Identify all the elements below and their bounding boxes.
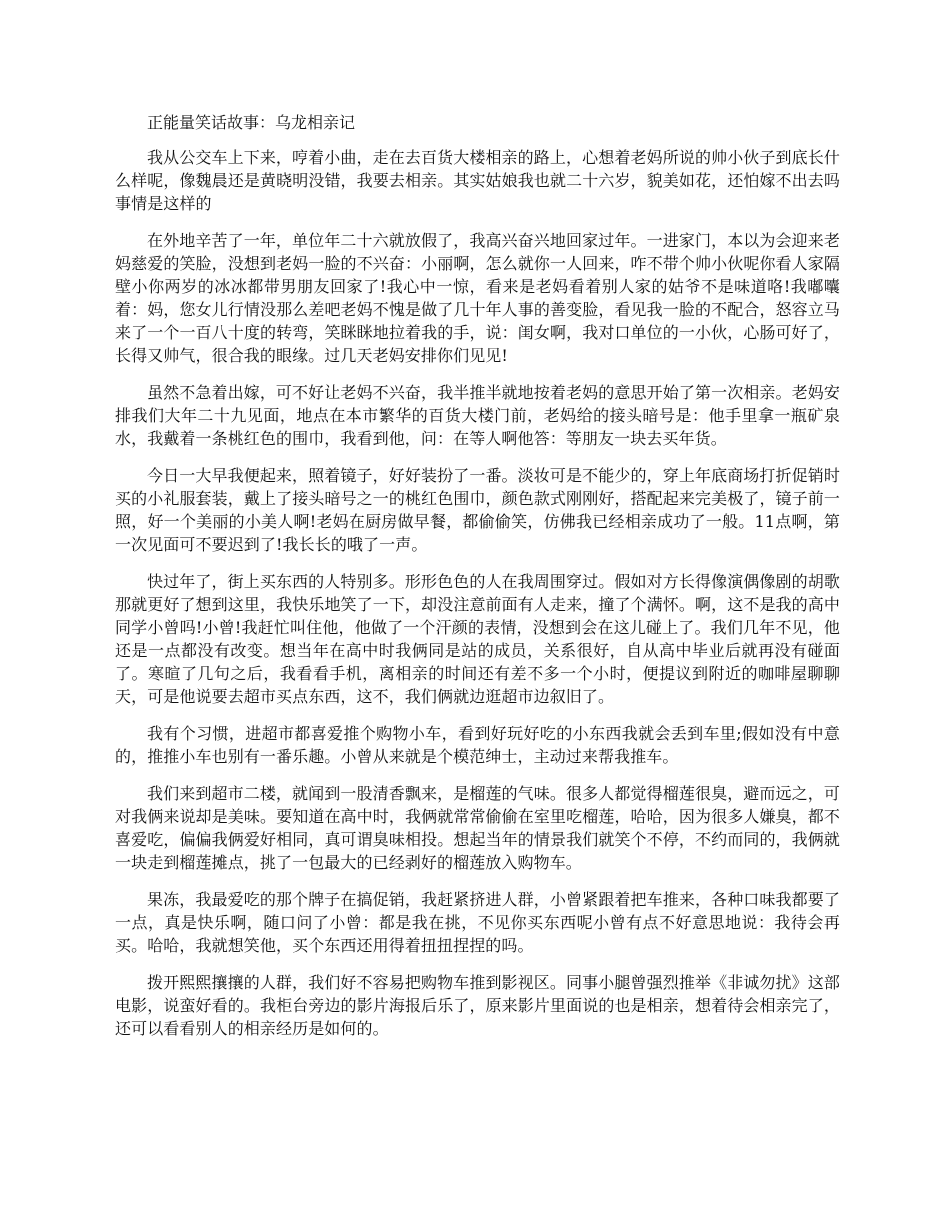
paragraph-7: 我们来到超市二楼，就闻到一股清香飘来，是榴莲的气味。很多人都觉得榴莲很臭，避而远之，可对我俩来说却是美味。要知道在高中时，我俩就常常偷偷在室里吃榴莲，哈哈，因为很多人嫌臭，都不喜爱吃，偏偏我俩爱好相同，真可谓臭味相投。想起当年的情景我们就笑个不停，不约而同的，我俩就一块走到榴莲摊点，挑了一包最大的已经剥好的榴莲放入购物车。 [115, 784, 840, 872]
paragraph-1: 我从公交车上下来，哼着小曲，走在去百货大楼相亲的路上，心想着老妈所说的帅小伙子到底长什么样呢，像魏晨还是黄晓明没错，我要去相亲。其实姑娘我也就二十六岁，貌美如花，还怕嫁不出去吗事情是这样的 [115, 148, 840, 213]
paragraph-8: 果冻，我最爱吃的那个牌子在搞促销，我赶紧挤进人群，小曾紧跟着把车推来，各种口味我都要了一点，真是快乐啊，随口问了小曾：都是我在挑，不见你买东西呢小曾有点不好意思地说：我待会再买。哈哈，我就想笑他，买个东西还用得着扭扭捏捏的吗。 [115, 890, 840, 955]
paragraph-6: 我有个习惯，进超市都喜爱推个购物小车，看到好玩好吃的小东西我就会丢到车里;假如没有中意的，推推小车也别有一番乐趣。小曾从来就是个模范绅士，主动过来帮我推车。 [115, 724, 840, 766]
document-page [115, 111, 840, 1054]
paragraph-9: 拨开熙熙攘攘的人群，我们好不容易把购物车推到影视区。同事小腿曾强烈推举《非诚勿扰》这部电影，说蛮好看的。我柜台旁边的影片海报后乐了，原来影片里面说的也是相亲，想着待会相亲完了，还可以看看别人的相亲经历是如何的。 [115, 973, 840, 1038]
paragraph-5: 快过年了，街上买东西的人特别多。形形色色的人在我周围穿过。假如对方长得像演偶像剧的胡歌那就更好了想到这里，我快乐地笑了一下，却没注意前面有人走来，撞了个满怀。啊，这不是我的高中同学小曾吗!小曾!我赶忙叫住他，他做了一个汗颜的表情，没想到会在这儿碰上了。我们几年不见，他还是一点都没有改变。想当年在高中时我俩同是站的成员，关系很好，自从高中毕业后就再没有碰面了。寒暄了几句之后，我看看手机，离相亲的时间还有差不多一个小时，便提议到附近的咖啡屋聊聊天，可是他说要去超市买点东西，这不，我们俩就边逛超市边叙旧了。 [115, 572, 840, 706]
document-title: 正能量笑话故事：乌龙相亲记 [147, 113, 356, 132]
paragraph-2: 在外地辛苦了一年，单位年二十六就放假了，我高兴奋兴地回家过年。一进家门，本以为会迎来老妈慈爱的笑脸，没想到老妈一脸的不兴奋：小丽啊，怎么就你一人回来，咋不带个帅小伙呢你看人家隔壁小你两岁的冰冰都带男朋友回家了!我心中一惊，看来是老妈看着别人家的姑爷不是味道咯!我嘟囔着：妈，您女儿行情没那么差吧老妈不愧是做了几十年人事的善变脸，看见我一脸的不配合，怒容立马来了一个一百八十度的转弯，笑眯眯地拉着我的手，说：闺女啊，我对口单位的一小伙，心肠可好了，长得又帅气，很合我的眼缘。过几天老妈安排你们见见! [115, 231, 840, 365]
paragraph-4: 今日一大早我便起来，照着镜子，好好装扮了一番。淡妆可是不能少的，穿上年底商场打折促销时买的小礼服套装，戴上了接头暗号之一的桃红色围巾，颜色款式刚刚好，搭配起来完美极了，镜子前一照，好一个美丽的小美人啊!老妈在厨房做早餐，都偷偷笑，仿佛我已经相亲成功了一般。11点啊，第一次见面可不要迟到了!我长长的哦了一声。 [115, 466, 840, 554]
paragraph-3: 虽然不急着出嫁，可不好让老妈不兴奋，我半推半就地按着老妈的意思开始了第一次相亲。老妈安排我们大年二十九见面，地点在本市繁华的百货大楼门前，老妈给的接头暗号是：他手里拿一瓶矿泉水，我戴着一条桃红色的围巾，我看到他，问：在等人啊他答：等朋友一块去买年货。 [115, 383, 840, 448]
